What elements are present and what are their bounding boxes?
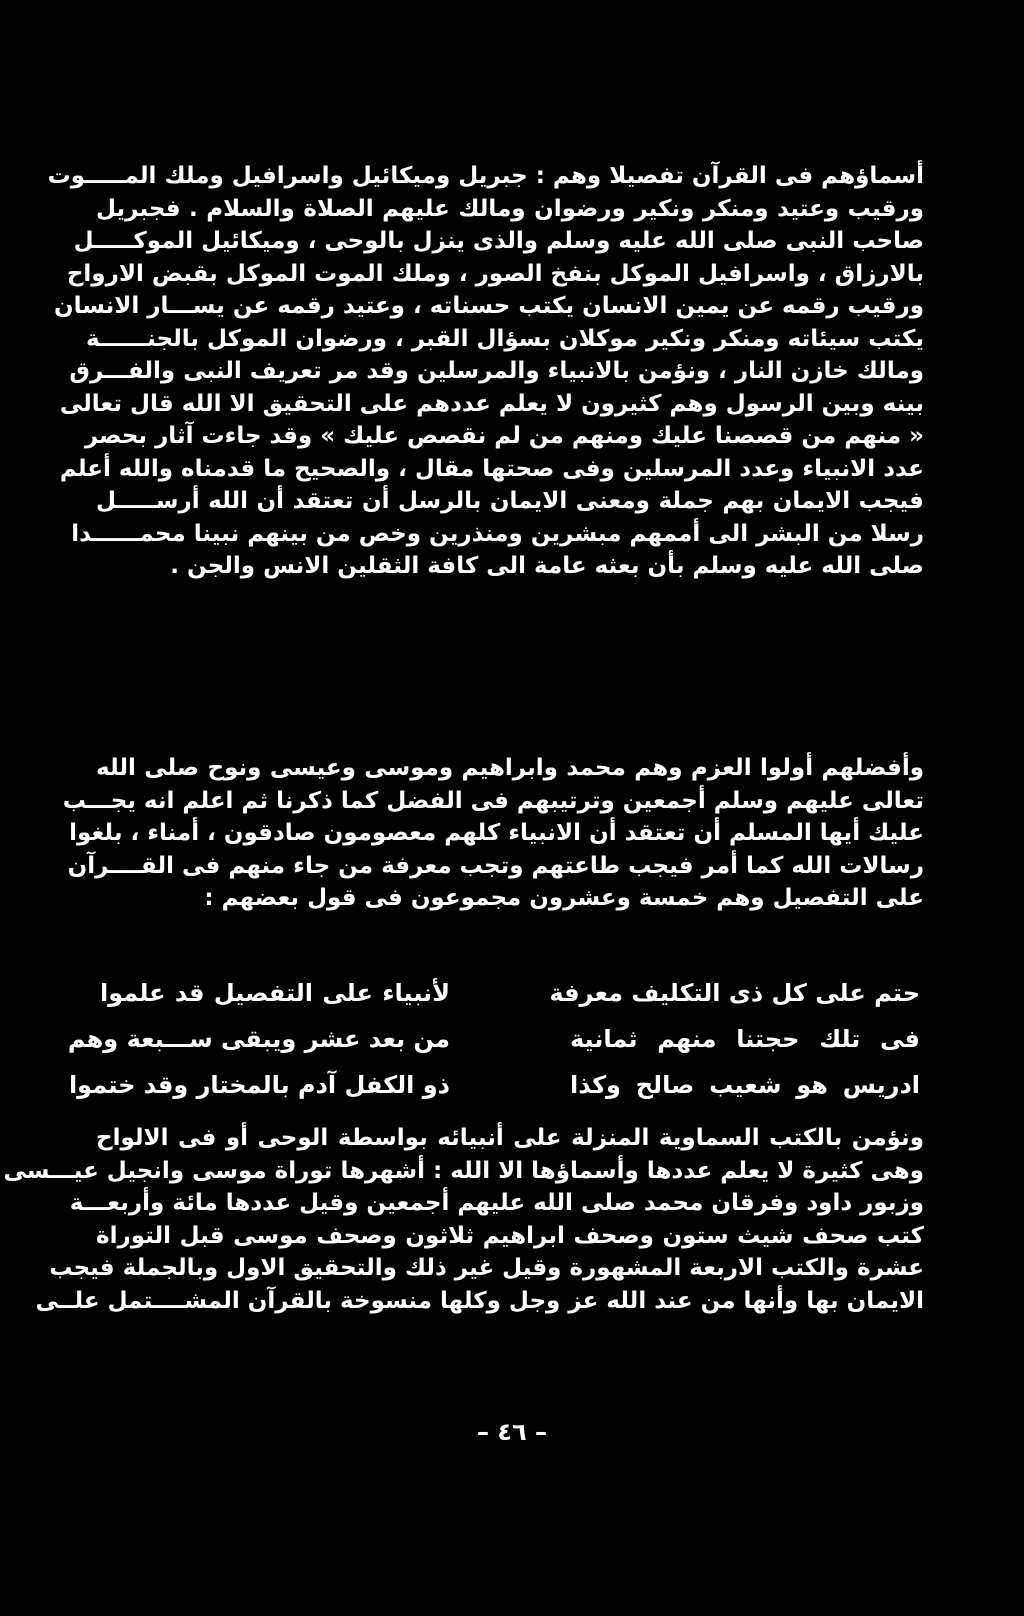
verse-first-hemistich: ادريس هو شعيب صالح وكذا — [570, 1071, 920, 1099]
text-line: « منهم من قصصنا عليك ومنهم من لم نقصص عليك » وقد جاءت آثار بحصر — [84, 423, 924, 449]
paragraph-2 — [62, 752, 924, 915]
text-line: أسماؤهم فى القرآن تفصيلا وهم : جبريل وميكائيل واسرافيل وملك المـــــوت — [47, 163, 924, 189]
text-line: بالارزاق ، واسرافيل الموكل بنفخ الصور ، وملك الموت الموكل بقبض الارواح — [66, 260, 924, 287]
text-line: ورقيب وعتيد ومنكر ونكير ورضوان ومالك عليهم الصلاة والسلام . فجبريل — [96, 195, 924, 222]
text-line: فيجب الايمان بهم جملة ومعنى الايمان بالرسل أن تعتقد أن الله أرســـــل — [96, 488, 924, 514]
verse-second-hemistich: ذو الكفل آدم بالمختار وقد ختموا — [68, 1071, 450, 1099]
verse-second-hemistich: من بعد عشر ويبقى ســـبعة وهم — [67, 1025, 450, 1053]
text-line: رسلا من البشر الى أممهم مبشرين ومنذرين وخص من بينهم نبينا محمــــــدا — [71, 520, 924, 547]
text-line: ورقيب رقمه عن يمين الانسان يكتب حسناته ، وعتيد رقمه عن يســـار الانسان — [53, 293, 924, 319]
text-line: يكتب سيئاته ومنكر ونكير موكلان بسؤال القبر ، ورضوان الموكل بالجنــــــة — [86, 325, 924, 352]
text-line: رسالات الله كما أمر فيجب طاعتهم وتجب معرفة من جاء منهم فى القــــرآن — [67, 852, 924, 879]
verse-first-hemistich: حتم على كل ذى التكليف معرفة — [549, 979, 920, 1007]
text-line: بينه وبين الرسول وهم كثيرون لا يعلم عددهم على التحقيق الا الله قال تعالى — [59, 390, 924, 417]
text-line: كتب صحف شيث ستون وصحف ابراهيم ثلاثون وصحف موسى قبل التوراة — [96, 1222, 924, 1249]
text-line: وأفضلهم أولوا العزم وهم محمد وابراهيم وموسى وعيسى ونوح صلى الله — [96, 755, 924, 781]
text-line: ونؤمن بالكتب السماوية المنزلة على أنبيائه بواسطة الوحى أو فى الالواح — [96, 1125, 924, 1151]
text-line: صلى الله عليه وسلم بأن بعثه عامة الى كافة الثقلين الانس والجن . — [170, 553, 924, 579]
text-line: على التفصيل وهم خمسة وعشرون مجموعون فى قول بعضهم : — [204, 885, 924, 911]
text-line: عليك أيها المسلم أن تعتقد أن الانبياء كلهم معصومون صادقون ، أمناء ، بلغوا — [69, 820, 924, 846]
poem-verse — [67, 1016, 920, 1062]
text-line: وزبور داود وفرقان محمد صلى الله عليهم أجمعين وقيل عددها مائة وأربعـــة — [69, 1190, 924, 1216]
text-line: عدد الانبياء وعدد المرسلين وفى صحتها مقال ، والصحيح ما قدمناه والله أعلم — [59, 455, 924, 482]
text-line: صاحب النبى صلى الله عليه وسلم والذى ينزل بالوحى ، وميكائيل الموكـــــل — [73, 228, 924, 254]
verse-first-hemistich: فى تلك حجتنا منهم ثمانية — [570, 1025, 920, 1053]
text-line: تعالى عليهم وسلم أجمعين وترتيبهم فى الفضل كما ذكرنا ثم اعلم انه يجـــب — [62, 787, 924, 814]
poem-verses — [67, 970, 920, 1108]
poem-verse — [100, 970, 920, 1016]
paragraph-3 — [3, 1122, 924, 1317]
page-number: – ٤٦ – — [476, 1418, 547, 1446]
text-line: ومالك خازن النار ، ونؤمن بالانبياء والمرسلين وقد مر تعريف النبى والفـــرق — [69, 358, 924, 384]
verse-second-hemistich: لأنبياء على التفصيل قد علموا — [100, 979, 450, 1007]
text-line: وهى كثيرة لا يعلم عددها وأسماؤها الا الله : أشهرها توراة موسى وانجيل عيـــسى — [3, 1157, 924, 1184]
text-line: الايمان بها وأنها من عند الله عز وجل وكلها منسوخة بالقرآن المشــــتمل علــى — [35, 1287, 924, 1314]
paragraph-1 — [47, 160, 924, 583]
text-line: عشرة والكتب الاربعة المشهورة وقيل غير ذلك والتحقيق الاول وبالجملة فيجب — [49, 1255, 924, 1281]
poem-verse — [68, 1062, 920, 1108]
